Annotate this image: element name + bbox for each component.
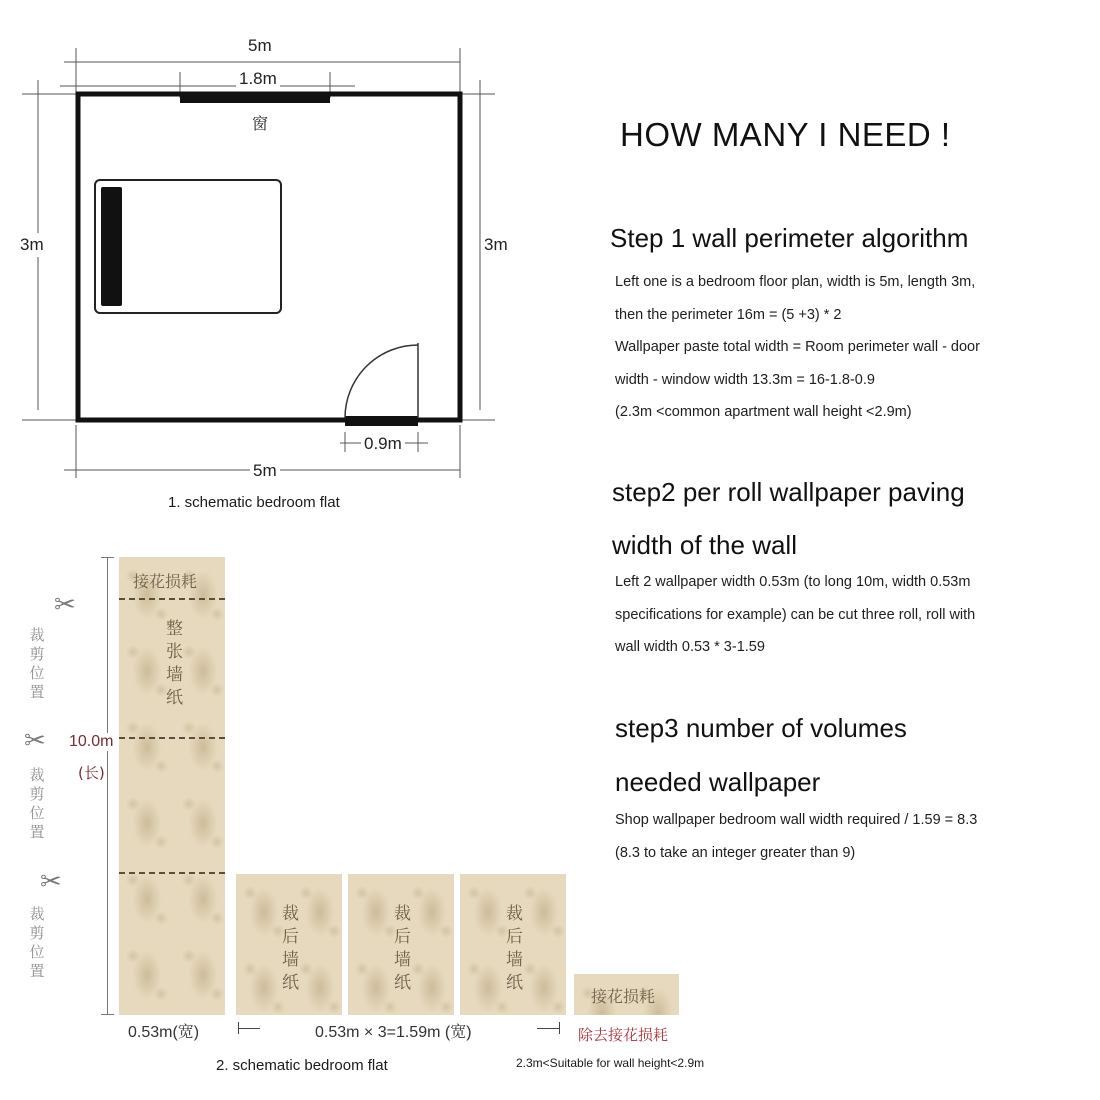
roll-full-label: 整张墙纸 <box>162 619 182 711</box>
step2-line: wall width 0.53 * 3-1.59 <box>615 639 765 655</box>
step1-line: width - window width 13.3m = 16-1.8-0.9 <box>615 371 875 388</box>
sheets-width-arrow <box>238 1028 260 1029</box>
floor-plan <box>0 0 560 520</box>
step2-title-line: step2 per roll wallpaper paving <box>612 477 965 507</box>
cut-position-label: 裁剪位置 <box>29 905 45 980</box>
roll-length-value: 10.0m <box>69 733 114 750</box>
step2-text <box>615 566 1085 664</box>
roll-length-unit: (长) <box>78 764 105 782</box>
step2-title <box>612 466 965 572</box>
step1-line: Wallpaper paste total width = Room perimeter wall - door <box>615 339 980 355</box>
floor-plan-drawing <box>0 0 560 520</box>
door-width-label: 0.9m <box>361 434 405 454</box>
step1-line: Left one is a bedroom floor plan, width is 5m, length 3m, <box>615 274 976 290</box>
cut-position-label: 裁剪位置 <box>29 766 45 841</box>
scissors-icon: ✂ <box>54 589 76 619</box>
cut-sheet <box>236 874 342 1015</box>
roll-length-tick <box>101 557 114 558</box>
scissors-icon: ✂ <box>40 866 62 896</box>
window-label: 窗 <box>252 114 269 133</box>
scissors-icon: ✂ <box>24 725 46 755</box>
step3-line: (8.3 to take an integer greater than 9) <box>615 844 856 861</box>
waste-piece-label: 接花损耗 <box>591 987 656 1006</box>
step3-text <box>615 804 1085 869</box>
cut-sheet-label: 裁后墙纸 <box>390 904 410 996</box>
step2-line: Left 2 wallpaper width 0.53m (to long 10m, width 0.53m <box>615 574 971 590</box>
waste-arrow <box>537 1028 559 1029</box>
cut-sheet <box>460 874 566 1015</box>
bed <box>95 180 281 313</box>
step1-line: (2.3m <common apartment wall height <2.9m) <box>615 404 912 420</box>
cut-line <box>119 598 225 600</box>
bottom-width-label: 5m <box>250 461 280 481</box>
step3-line: Shop wallpaper bedroom wall width required / 1.59 = 8.3 <box>615 812 978 828</box>
roll-length-line <box>107 557 108 1015</box>
right-height-label: 3m <box>484 233 508 257</box>
step2-line: specifications for example) can be cut three roll, roll with <box>615 606 976 623</box>
step2-title-line: width of the wall <box>612 530 797 560</box>
step3-title <box>615 701 907 809</box>
door <box>345 416 418 426</box>
bed-headboard <box>101 187 122 306</box>
arrow-tick <box>238 1022 239 1034</box>
cut-sheet-label: 裁后墙纸 <box>278 904 298 996</box>
cut-line <box>119 737 225 739</box>
arrow-tick <box>559 1022 560 1034</box>
top-width-label: 5m <box>245 36 275 56</box>
window-width-label: 1.8m <box>236 69 280 89</box>
cut-sheet <box>348 874 454 1015</box>
window <box>180 92 330 103</box>
door-swing-arc <box>345 345 418 418</box>
wallpaper-roll <box>119 557 225 1015</box>
page-heading: HOW MANY I NEED ! <box>620 116 951 153</box>
step1-line: then the perimeter 16m = (5 +3) * 2 <box>615 306 842 323</box>
roll-length-tick <box>101 1014 114 1015</box>
roll-width-label: 0.53m(宽) <box>128 1024 200 1041</box>
cut-line <box>119 872 225 874</box>
left-height-label: 3m <box>20 233 44 257</box>
step1-text <box>615 266 1085 429</box>
cut-position-label: 裁剪位置 <box>29 626 45 701</box>
roll-top-label: 接花损耗 <box>133 572 198 591</box>
step3-title-line: step3 number of volumes <box>615 713 907 743</box>
waste-piece <box>574 974 679 1015</box>
wall-height-note: 2.3m<Suitable for wall height<2.9m <box>516 1056 705 1070</box>
step1-title: Step 1 wall perimeter algorithm <box>610 223 969 253</box>
bottom-caption: 2. schematic bedroom flat <box>216 1057 388 1074</box>
floor-plan-caption: 1. schematic bedroom flat <box>168 494 340 511</box>
cut-sheet-label: 裁后墙纸 <box>502 904 522 996</box>
waste-remove-label: 除去接花损耗 <box>578 1026 669 1044</box>
sheets-total-width-label: 0.53m × 3=1.59m (宽) <box>315 1024 472 1041</box>
step3-title-line: needed wallpaper <box>615 767 821 797</box>
